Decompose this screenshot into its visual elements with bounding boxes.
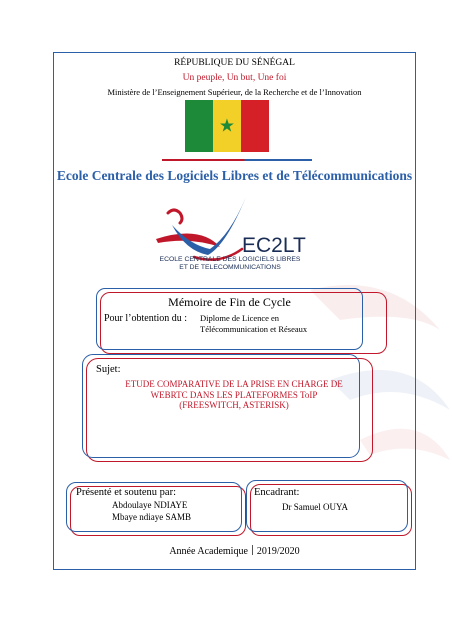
diploma-text xyxy=(200,313,307,335)
encadrant-label: Encadrant: xyxy=(254,487,300,498)
logo-subtitle xyxy=(140,256,320,272)
academic-year-label: Année Academique xyxy=(169,546,248,557)
sujet-label: Sujet: xyxy=(96,364,121,375)
star-icon: ★ xyxy=(218,115,236,136)
sujet-line2: WEBRTC DANS LES PLATEFORMES ToIP xyxy=(150,389,318,400)
diploma-line2: Télécommunication et Réseaux xyxy=(200,324,308,334)
ministry-name: Ministère de l’Enseignement Supérieur, de la Recherche et de l’Innovation xyxy=(107,87,362,97)
academic-year xyxy=(53,545,416,557)
divider-rule xyxy=(162,159,312,161)
presente-label: Présenté et soutenu par: xyxy=(76,487,177,498)
school-name: Ecole Centrale des Logiciels Libres et de Télécommunications xyxy=(56,168,413,183)
author-1: Abdoulaye NDIAYE xyxy=(112,500,188,510)
sujet-line3: (FREESWITCH, ASTERISK) xyxy=(179,400,289,410)
year-separator xyxy=(252,545,253,555)
national-motto: Un peuple, Un but, Une foi xyxy=(182,73,287,83)
logo-subtitle-line2: ET DE TELECOMMUNICATIONS xyxy=(179,264,281,271)
encadrant-name: Dr Samuel OUYA xyxy=(282,502,348,512)
logo-subtitle-line1: ECOLE CENTRALE DES LOGICIELS LIBRES xyxy=(159,256,301,263)
sujet-line1: ETUDE COMPARATIVE DE LA PRISE EN CHARGE DE xyxy=(125,379,343,389)
senegal-flag xyxy=(185,100,269,152)
sujet-title xyxy=(110,379,358,411)
obtention-label: Pour l’obtention du : xyxy=(104,313,188,324)
academic-year-value: 2019/2020 xyxy=(256,546,300,557)
diploma-line1: Diplome de Licence en xyxy=(200,313,280,323)
author-2: Mbaye ndiaye SAMB xyxy=(112,512,191,522)
logo-text: EC2LT xyxy=(242,234,306,257)
republic-title: RÉPUBLIQUE DU SÉNÉGAL xyxy=(174,58,295,68)
memoire-title: Mémoire de Fin de Cycle xyxy=(168,295,291,309)
